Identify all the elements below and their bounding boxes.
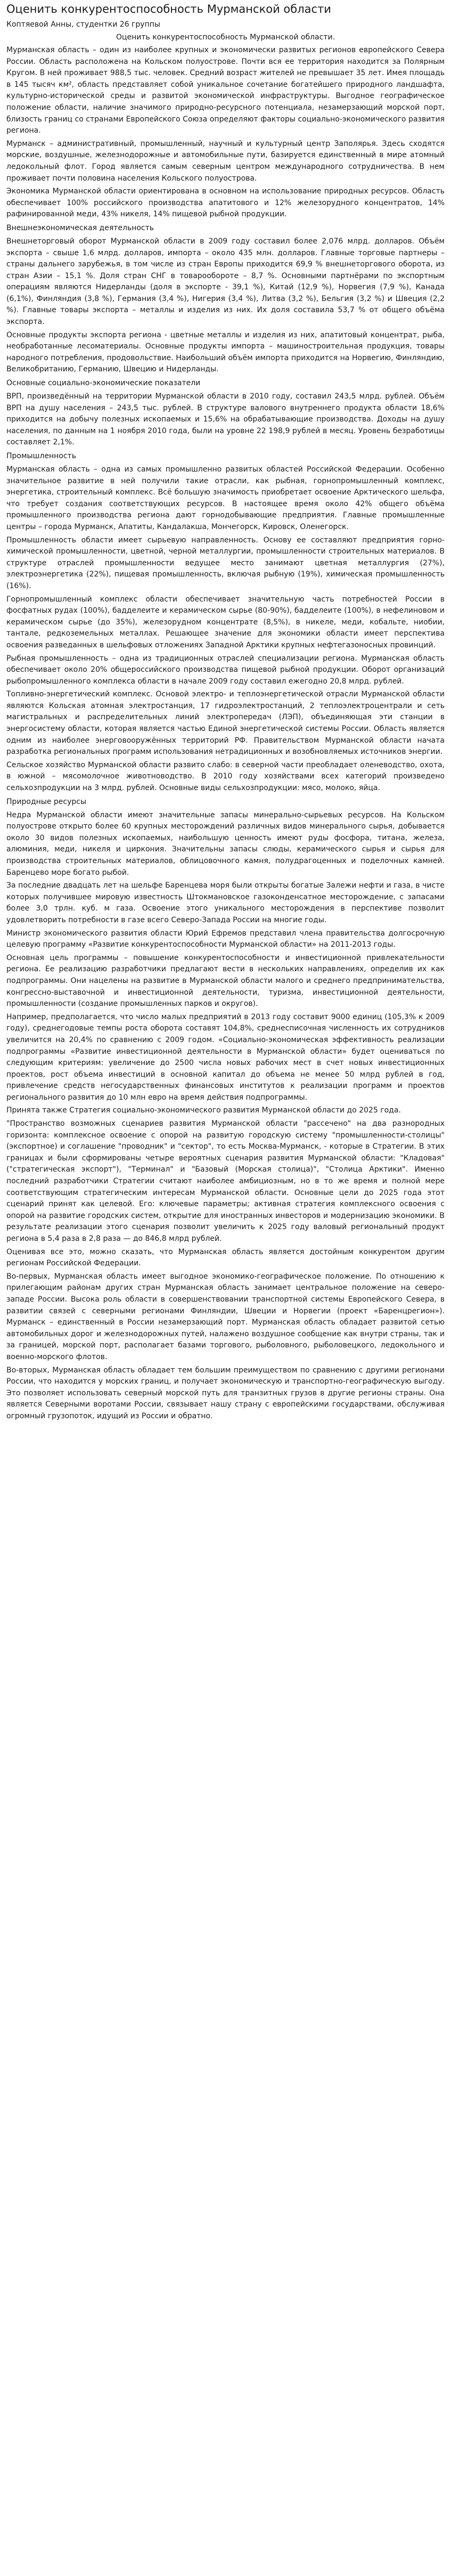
- section-heading-resources: Природные ресурсы: [6, 797, 87, 806]
- section-heading-foreign-trade: Внешнеэкономическая деятельность: [6, 223, 154, 232]
- author-line: Коптяевой Анны, студентки 26 группы: [6, 20, 160, 29]
- paragraph-fishing: Рыбная промышленность – одна из традиционных отраслей специализации региона. Мурманская область обеспечивает около 20% общероссийского производства пищевой рыбной продукции. Оборот организаций рыбопромышленного комплекса области в начале 2009 году составил ежегодно 20,8 млрд. рублей.: [6, 654, 445, 686]
- document-title: Оценить конкурентоспособность Мурманской области: [6, 3, 331, 15]
- section-heading-industry: Промышленность: [6, 452, 76, 460]
- paragraph-agriculture: Сельское хозяйство Мурманской области развито слабо: в северной части преобладает оленеводство, охота, в южной – мясомолочное животноводство. В 2010 году хозяйствами всех категорий произведено сельхозпродукции на 3 млрд. рублей. Основные виды сельхозпродукции: мясо, молоко, яйца.: [6, 760, 445, 793]
- paragraph-first-advantage: Во-первых, Мурманская область имеет выгодное экономико-географическое положение. По отношению к прилегающим районам других стран Мурманская область занимает центральное положение на северо-западе России. Высока роль области в совершенствовании транспортной системы Европейского Севера, в развитии связей с северными регионами Финляндии, Швеции и Норвегии (проект «Баренцрегион»). Мурманск – единственный в России незамерзающий порт. Мурманская область обладает развитой сетью автомобильных дорог и железнодорожных путей, налажено воздушное сообщение как внутри страны, так и за границей, морской порт, располагает базами торгового, рыболовного, рыболовецкого, ледокольного и военно-морского флотов.: [6, 1272, 445, 1361]
- paragraph-export-products: Основные продукты экспорта региона - цветные металлы и изделия из них, апатитовый концентрат, рыба, необработанные лесоматериалы. Основные продукты импорта – машиностроительная продукция, товары народного потребления, продовольствие. Наибольший объём импорта приходится на Норвегию, Финляндию, Великобританию, Германию, Швецию и Нидерланды.: [6, 330, 445, 374]
- section-heading-indicators: Основные социально-экономические показатели: [6, 379, 201, 388]
- paragraph-trade-turnover: Внешнеторговый оборот Мурманской области в 2009 году составил более 2,076 млрд. долларов. Объём экспорта – свыше 1,6 млрд. долларов, импорта – около 435 млн. долларов. Главные торговые партнеры – страны дальнего зарубежья, в том числе из стран Европы приходится 69,9 % внешнеторгового оборота, из стран Азии – 15,1 %. Доля стран СНГ в товарообороте – 8,7 %. Основными партнёрами по экспортным операциям являются Нидерланды (доля в экспорте - 39,1 %), Китай (12,9 %), Норвегия (7,9 %), Канада (6,1%), Финляндия (3,8 %), Германия (3,4 %), Нигерия (3,4 %), Литва (3,2 %), Бельгия (3,2 %) и Швеция (2,2 %). Главные товары экспорта – металлы и изделия из них. Их доля составила 53,7 % от общего объёма экспорта.: [6, 237, 445, 327]
- paragraph-economy: Экономика Мурманской области ориентирована в основном на использование природных ресурсов. Область обеспечивает 100% российского производства апатитового и 12% железорудного концентратов, 14% рафинированной меди, 43% никеля, 14% пищевой рыбной продукции.: [6, 187, 445, 219]
- paragraph-mining-complex: Горнопромышленный комплекс области обеспечивает значительную часть потребностей России в фосфатных рудах (100%), бадделеите и керамическом сырье (80-90%), бадделеите (100%), в нефелиновом и керамическом сырье (до 35%), железорудном концентрате (8,5%), в никеле, меди, кобальте, ниобии, тантале, редкоземельных металлах. Решающее значение для экономики области имеет перспектива освоения разведанных в шельфовых отложениях Западной Арктики крупных нефтегазоносных провинций.: [6, 595, 445, 649]
- paragraph-mineral-resources: Недра Мурманской области имеют значительные запасы минерально-сырьевых ресурсов. На Кольском полуострове открыто более 60 крупных месторождений различных видов минерального сырья, добывается около 30 видов полезных ископаемых, наибольшую ценность имеют руды фосфора, титана, железа, алюминия, меди, никеля и циркония. Значительны запасы слюды, керамического сырья и сырья для производства строительных материалов, облицовочного камня, полудрагоценных и поделочных камней. Баренцево море богато рыбой.: [6, 810, 445, 877]
- paragraph-murmansk: Мурманск – административный, промышленный, научный и культурный центр Заполярья. Здесь сходятся морские, воздушные, железнодорожные и автомобильные пути, базируется единственный в мире атомный ледокольный флот. Город является самым северным центром международного сотрудничества. В нем проживает почти половина населения Кольского полуострова.: [6, 139, 445, 183]
- paragraph-industry-structure: Промышленность области имеет сырьевую направленность. Основу ее составляют предприятия горно-химической промышленности, цветной, черной металлургии, промышленности строительных материалов. В структуре отраслей промышленности ведущее место занимают цветная металлургия (27%), электроэнергетика (22%), пищевая промышленность, включая рыбную (19%), химическая промышленность (16%).: [6, 535, 445, 590]
- paragraph-industry-overview: Мурманская область – одна из самых промышленно развитых областей Российской Федерации. Особенно значительное развитие в ней получили такие отрасли, как рыбная, горнопромышленный комплекс, энергетика, строительный комплекс. Всё большую значимость приобретает освоение Арктического шельфа, что требует создания соответствующих ресурсов. В настоящее время около 42% общего объёма промышленного производства региона дают горнодобывающие предприятия. Главные промышленные центры – города Мурманск, Апатиты, Кандалакша, Мончегорск, Кировск, Оленегорск.: [6, 465, 445, 531]
- paragraph-program: Министр экономического развития области Юрий Ефремов представил члена правительства долгосрочную целевую программу «Развитие конкурентоспособности Мурманской области» на 2011-2013 годы.: [6, 929, 445, 949]
- paragraph-second-advantage: Во-вторых, Мурманская область обладает тем большим преимуществом по сравнению с другими регионами России, что находится у морских границ, и получает экономическую и транспортно-географическую выгоду. Это позволяет использовать северный морской путь для транзитных грузов в другие регионы страны. Она является Северными воротами России, связывает нашу страну с европейскими государствами, обслуживая огромный грузопоток, идущий из России и обратно.: [6, 1366, 445, 1420]
- paragraph-scenarios: "Пространство возможных сценариев развития Мурманской области "рассечено" на два разнородных горизонта: комплексное освоение с опорой на развитую городскую систему "промышленности-столицы" (экспортное) и соглашение "проводник" и "сектор", то есть Москва-Мурманск, - которые в Стратегии. В этих границах и были сформированы четыре вероятных сценария развития Мурманской области: "Кладовая" ("стратегическая экспорт"), "Терминал" и "Базовый (Морская столица)", "Столица Арктики". Именно последний разработчики Стратегии считают наиболее амбициозным, но в то же время и полной мере соответствующим стратегическим интересам Мурманской области. Основные цели до 2025 года этот сценарий принят как целевой. Его: ключевые параметры; активная стратегия комплексного освоения с опорой на развитие городских систем, открытие для иностранных инвесторов и модернизацию экономики. В результате реализации этого сценария позволит увеличить к 2025 году валовый региональный продукт региона в 5,4 раза в 2,8 раза — до 846,8 млрд рублей.: [6, 1119, 445, 1243]
- paragraph-program-goal: Основная цель программы – повышение конкурентоспособности и инвестиционной привлекательности региона. Ее реализацию разработчики предлагают вести в нескольких направлениях, определив их как подпрограммы. Они нацелены на развитие в Мурманской области малого и среднего предпринимательства, конгрессно-выставочной и инвестиционной деятельности, туризма, инвестиционной деятельности, промышленности (создание промышленных парков и округов).: [6, 953, 445, 1009]
- paragraph-energy: Топливно-энергетический комплекс. Основой электро- и теплоэнергетической отрасли Мурманской области являются Кольская атомная электростанция, 17 гидроэлектростанций, 2 теплоэлектроцентрали и сеть магистральных и распределительных линий электропередач (ЛЭП), объединяющая эти станции в энергосистему области, которая является частью Единой энергетической системы России. Область является одним из наиболее энерговооружённых территорий РФ. Правительством Мурманской области начата разработка региональных программ использования нетрадиционных и возобновляемых источников энергии.: [6, 690, 445, 757]
- paragraph-program-targets: Например, предполагается, что число малых предприятий в 2013 году составит 9000 единиц (105,3% к 2009 году), среднегодовые темпы роста оборота составят 104,8%, среднесписочная численность их сотрудников увеличится на 20,4% по сравнению с 2009 годом. «Социально-экономическая эффективность реализации подпрограммы «Развитие инвестиционной деятельности в Мурманской области» будет оцениваться по следующим критериям: увеличение до 2500 числа новых рабочих мест в счет новых инвестиционных проектов, рост объема инвестиций в основной капитал до объема не менее 50 млрд рублей в год, привлечение средств негосударственных финансовых институтов к реализации программ и проектов регионального развития до 10 млн евро на время действия подпрограммы.: [6, 1012, 445, 1102]
- paragraph-grp: ВРП, произведённый на территории Мурманской области в 2010 году, составил 243,5 млрд. рублей. Объём ВРП на душу населения – 243,5 тыс. рублей. В структуре валового внутреннего продукта области 18,6% приходится на добычу полезных ископаемых и 15,6% на обрабатывающие производства. Доходы на душу населения, по данным на 1 ноября 2010 года, были на уровне 22 198,9 рублей в месяц. Уровень безработицы составляет 2,1%.: [6, 392, 445, 447]
- paragraph-conclusion: Оценивая все это, можно сказать, что Мурманская область является достойным конкурентом другим регионам Российской Федерации.: [6, 1247, 445, 1268]
- paragraph-strategy-2025: Принята также Стратегия социально-экономического развития Мурманской области до 2025 года.: [6, 1106, 401, 1115]
- document-subtitle: Оценить конкурентоспособность Мурманской области.: [116, 33, 335, 42]
- paragraph-intro: Мурманская область – один из наиболее крупных и экономически развитых регионов европейского Севера России. Область расположена на Кольском полуострове. Почти вся ее территория находится за Полярным Кругом. В ней проживает 988,5 тыс. человек. Средний возраст жителей не превышает 35 лет. Имея площадь в 145 тысяч км², область представляет собой уникальное сочетание богатейшего природного ландшафта, культурно-исторической среды и развитой экономической инфраструктуры. Выгодное географическое положение области, наличие значимого природно-ресурсного потенциала, незамерзающий морской порт, близость границ со странами Европейского Союза определяют факторы социально-экономического развития региона.: [6, 46, 445, 135]
- paragraph-shelf-oil-gas: За последние двадцать лет на шельфе Баренцева моря были открыты богатые Залежи нефти и газа, в чисте которых получившее мировую известность Штокмановское газоконденсатное месторождение, с запасами более 3,0 трлн. куб. м газа. Освоение этого уникального месторождения в перспективе позволит удовлетворить потребности в газе всего Северо-Запада России на многие годы.: [6, 881, 445, 924]
